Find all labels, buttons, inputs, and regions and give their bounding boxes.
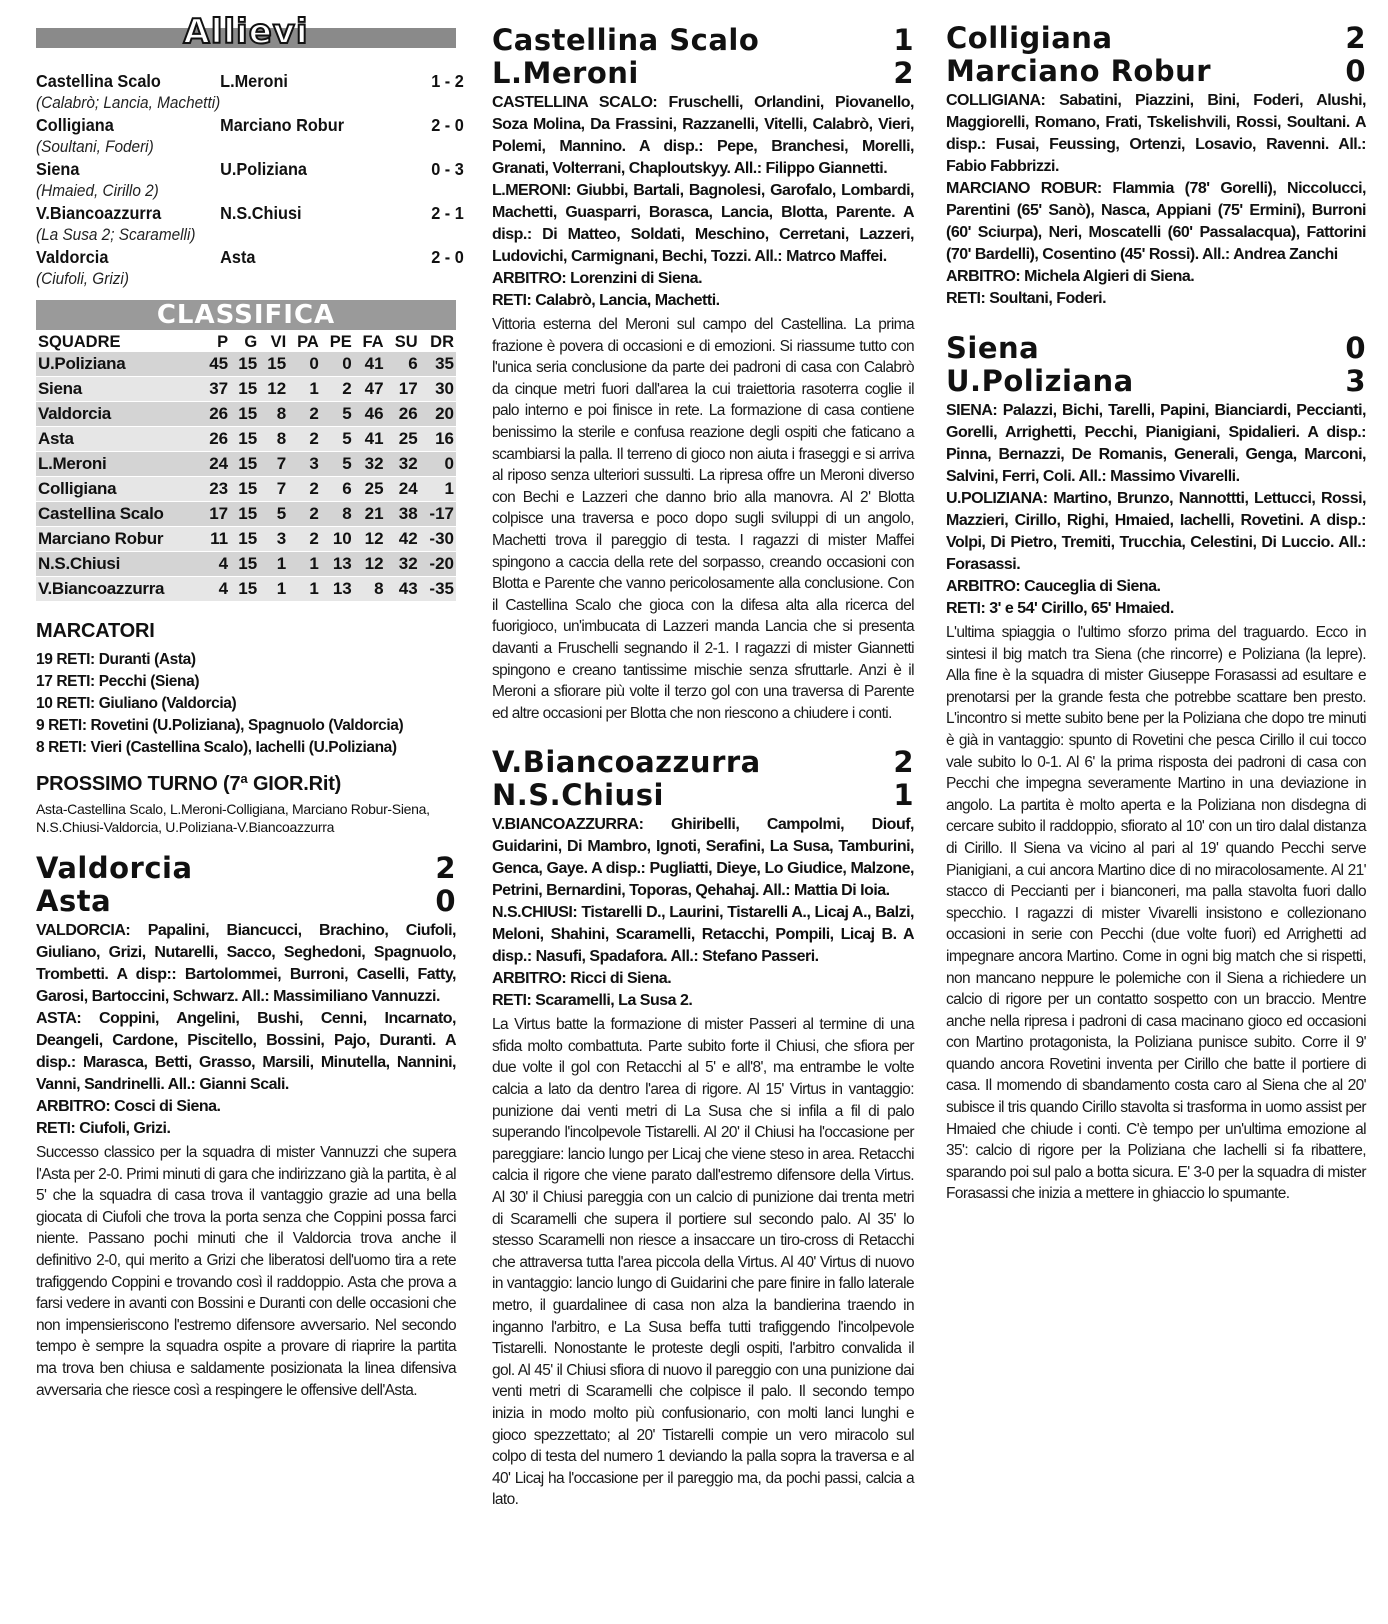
goals: RETI: Soultani, Foderi. <box>946 290 1107 307</box>
stat-fa: 12 <box>354 527 386 552</box>
stat-pe: 6 <box>321 477 354 502</box>
marcatori-line: 17 RETI: Pecchi (Siena) <box>36 673 200 690</box>
marcatori-line: 9 RETI: Rovetini (U.Poliziana), Spagnuolo (Valdorcia) <box>36 717 404 734</box>
scorers: (Soultani, Foderi) <box>36 138 154 156</box>
goals: RETI: Ciufoli, Grizi. <box>36 1120 171 1137</box>
stat-pa: 1 <box>288 377 321 402</box>
away-lineup: L.MERONI: Giubbi, Bartali, Bagnolesi, Garofalo, Lombardi, Machetti, Guasparri, Borasca, Lancia, Blotta, Parente. A disp.: Di Matteo, Soldati, Meschino, Cerretani, Lazzeri, Ludovichi, Carmignani, Bechi, Tozzi. All.: Matrco Maffei. <box>492 182 914 265</box>
stat-vi: 15 <box>259 352 288 377</box>
away-team: U.Poliziana <box>946 364 1134 398</box>
stat-pe: 0 <box>321 352 354 377</box>
stat-su: 25 <box>386 427 420 452</box>
stat-fa: 21 <box>354 502 386 527</box>
stat-g: 15 <box>230 377 259 402</box>
match-valdorcia-asta <box>36 852 456 1401</box>
referee: ARBITRO: Lorenzini di Siena. <box>492 270 703 287</box>
standings-row <box>36 377 456 402</box>
marcatori-line: 10 RETI: Giuliano (Valdorcia) <box>36 695 237 712</box>
home-team: Castellina Scalo <box>36 71 161 91</box>
home-team: Siena <box>36 159 80 179</box>
lineups <box>946 90 1366 310</box>
stat-fa: 41 <box>354 352 386 377</box>
away-score: 2 <box>893 56 914 90</box>
marcatori-line: 8 RETI: Vieri (Castellina Scalo), Iachelli (U.Poliziana) <box>36 739 397 756</box>
standings-row <box>36 402 456 427</box>
stat-su: 24 <box>386 477 420 502</box>
match-away-row <box>492 779 914 812</box>
match-report: La Virtus batte la formazione di mister Passeri al termine di una sfida molto combattuta. Parte subito forte il Chiusi, che sfiora per due volte il gol con Retacchi al 5' e all'8', ma entrambe le volte calcia a lato da dentro l'area di rigore. Al 15' Virtus in vantaggio: punizione dai venti metri di La Susa che si infila a fil di palo superando l'incolpevole Tistarelli. Al 20' il Chiusi ha l'occasione per pareggiare: lancio lungo per Licaj che viene steso in area. Retacchi calcia il rigore che viene parato dall'estremo difensore della Virtus. Al 30' il Chiusi pareggia con un calcio di punizione dai trenta metri di Scaramelli che supera il portiere sul secondo palo. Al 35' lo stesso Scaramelli non riesce a insaccare un tiro-cross di Retacchi che attraversa tutta l'area piccola della Virtus. Al 40' Virtus di nuovo in vantaggio: lancio lungo di Guidarini che pare finire in fallo laterale metro, il guardalinee di casa non alza la bandierina traendo in inganno l'arbitro, e La Susa beffa tutti trafiggendo l'incolpevole Tistarelli. Nonostante le proteste degli ospiti, l'arbitro convalida il gol. Al 45' il Chiusi sfiora di nuovo il pareggio con una punizione dai venti metri di Scaramelli che colpisce il palo. Il secondo tempo inizia in modo molto più confusionario, con molti lanci lunghi e gioco spezzettato; al 20' Tistarelli compie un vero miracolo sul colpo di testa del numero 1 deviando la palla sopra la traversa e al 40' Licaj ha l'occasione per il pareggio ma, da pochi passi, calcia a lato. <box>492 1016 914 1509</box>
marcatori-list <box>36 649 456 759</box>
stat-pa: 2 <box>288 502 321 527</box>
score: 2 - 0 <box>431 247 464 267</box>
team-name: U.Poliziana <box>36 352 201 377</box>
match-siena-poliziana <box>946 332 1366 1205</box>
lineups <box>492 814 914 1012</box>
lineups <box>946 400 1366 620</box>
score: 1 - 2 <box>431 71 464 91</box>
stat-p: 45 <box>201 352 230 377</box>
stat-vi: 8 <box>259 427 288 452</box>
stat-dr: 1 <box>420 477 456 502</box>
match-castellina-meroni <box>492 24 914 724</box>
standings-col-g: G <box>244 333 258 351</box>
stat-p: 4 <box>201 552 230 577</box>
stat-pa: 2 <box>288 477 321 502</box>
stat-pa: 1 <box>288 577 321 602</box>
score: 2 - 0 <box>431 115 464 135</box>
stat-pe: 2 <box>321 377 354 402</box>
standings-col-vi: VI <box>270 333 287 351</box>
away-lineup: MARCIANO ROBUR: Flammia (78' Gorelli), Niccolucci, Parentini (65' Sanò), Nasca, Appiani (75' Ermini), Burroni (60' Sciurpa), Neri, Moscatelli (60' Passalacqua), Fattorini (70' Bardelli), Cosentino (45' Rossi). All.: Andrea Zanchi <box>946 180 1366 263</box>
stat-vi: 7 <box>259 452 288 477</box>
stat-dr: -17 <box>420 502 456 527</box>
stat-g: 15 <box>230 577 259 602</box>
stat-g: 15 <box>230 552 259 577</box>
stat-su: 6 <box>386 352 420 377</box>
stat-g: 15 <box>230 502 259 527</box>
standings-col-pe: PE <box>329 333 352 351</box>
stat-fa: 25 <box>354 477 386 502</box>
standings-col-fa: FA <box>362 333 384 351</box>
team-name: Colligiana <box>36 477 201 502</box>
standings-table <box>36 330 456 602</box>
prossimo-turno-title: PROSSIMO TURNO (7ª GIOR.Rit) <box>36 773 342 795</box>
stat-fa: 41 <box>354 427 386 452</box>
stat-vi: 5 <box>259 502 288 527</box>
stat-pe: 5 <box>321 402 354 427</box>
team-name: Asta <box>36 427 201 452</box>
stat-su: 32 <box>386 552 420 577</box>
home-team: Colligiana <box>36 115 114 135</box>
away-score: 3 <box>1345 364 1366 398</box>
away-team: Asta <box>220 247 256 267</box>
match-report: Vittoria esterna del Meroni sul campo del Castellina. La prima frazione è povera di occasioni e di emozioni. Si riassume tutto con l'unica seria conclusione da parte dei padroni di casa con Calabrò da cinque metri fuori dall'area la cui traiettoria rasoterra coglie il palo interno e poi finisce in rete. La formazione di casa contiene benissimo la sterile e confusa reazione degli ospiti che faticano a scambiarsi la palla. Il terreno di gioco non aiuta i fraseggi e si arriva al riposo senza ulteriori sussulti. La ripresa offre un Meroni diverso con Bechi e Lazzeri che danno brio alla manovra. Al 2' Blotta colpisce una traversa e poco dopo sugli sviluppi di un angolo, Machetti trova il pareggio di testa. I ragazzi di mister Maffei spingono a caccia della rete del sorpasso, creando occasioni con Blotta e Parente che vanno pericolosamente alla conclusione. Con il Castellina Scalo che gioca con la difesa alta alla ricerca del fuorigioco, un'imbucata di Lazzeri manda Lancia che si presenta davanti a Fruschelli segnando il 2-1. I ragazzi di mister Giannetti spingono e creano tantissime mischie senza sfruttarle. Anzi è il Meroni a sfiorare più volte il terzo gol con una traversa di Parente ed altre occasioni per Blotta che non riescono a chiudere i conti. <box>492 316 914 722</box>
stat-vi: 1 <box>259 577 288 602</box>
standings-col-dr: DR <box>430 333 454 351</box>
match-home-row <box>946 332 1366 365</box>
match-home-row <box>492 746 914 779</box>
home-lineup: COLLIGIANA: Sabatini, Piazzini, Bini, Foderi, Alushi, Maggiorelli, Romano, Frati, Tskelishvili, Rossi, Soultani. A disp.: Fusai, Feussing, Ortenzi, Losavio, Ravenni. All.: Fabio Fabbrizzi. <box>946 92 1366 175</box>
match-report: Successo classico per la squadra di mister Vannuzzi che supera l'Asta per 2-0. Primi minuti di gara che indirizzano già la partita, è al 5' che la squadra di casa trova il vantaggio grazie ad una bella giocata di Ciufoli che trova la porta senza che Coppini possa farci niente. Passano pochi minuti che il Valdorcia trova anche il definitivo 2-0, qui merito a Grizi che liberatosi dell'uomo tira a rete trafiggendo Coppini e trovando così il raddoppio. Asta che prova a farsi vedere in avanti con Bossini e Duranti con delle occasioni che non impensieriscono l'estremo difensore avversario. Nel secondo tempo è sempre la squadra ospite a provare di riaprire la partita ma trova ben chiusa e saldamente posizionata la linea difensiva avversaria che riesce così a respingere le offensive dell'Asta. <box>36 1144 456 1399</box>
stat-dr: 0 <box>420 452 456 477</box>
standings-col-squadre: SQUADRE <box>38 333 121 351</box>
allievi-title: Allievi <box>183 12 309 52</box>
away-lineup: U.POLIZIANA: Martino, Brunzo, Nannottti, Lettucci, Rossi, Mazzieri, Cirillo, Righi, Hmaied, Iachelli, Rovetini. A disp.: Volpi, Di Pietro, Tremiti, Trucchia, Celestini, Di Luccio. All.: Forasassi. <box>946 490 1366 573</box>
stat-fa: 8 <box>354 577 386 602</box>
stat-pe: 10 <box>321 527 354 552</box>
stat-pe: 5 <box>321 427 354 452</box>
goals: RETI: Calabrò, Lancia, Machetti. <box>492 292 720 309</box>
away-team: N.S.Chiusi <box>492 778 664 813</box>
stat-fa: 46 <box>354 402 386 427</box>
result-item <box>36 246 464 290</box>
home-score: 2 <box>893 745 914 780</box>
home-team: Siena <box>946 331 1040 365</box>
stat-fa: 12 <box>354 552 386 577</box>
column-left <box>36 12 464 1401</box>
stat-p: 17 <box>201 502 230 527</box>
standings-row <box>36 477 456 502</box>
stat-g: 15 <box>230 452 259 477</box>
standings-col-p: P <box>217 333 229 351</box>
stat-pe: 13 <box>321 552 354 577</box>
stat-dr: -20 <box>420 552 456 577</box>
standings-row <box>36 502 456 527</box>
stat-vi: 7 <box>259 477 288 502</box>
stat-p: 26 <box>201 402 230 427</box>
away-score: 0 <box>1345 54 1366 88</box>
stat-g: 15 <box>230 527 259 552</box>
home-lineup: VALDORCIA: Papalini, Biancucci, Brachino, Ciufoli, Giuliano, Grizi, Nutarelli, Sacco, Seghedoni, Spagnuolo, Trombetti. A disp:: Bartolommei, Burroni, Caselli, Fatty, Garosi, Bartoccini, Schwarz. All.: Massimiliano Vannuzzi. <box>36 922 456 1005</box>
team-name: L.Meroni <box>36 452 201 477</box>
home-team: Valdorcia <box>36 851 193 885</box>
lineups <box>36 920 456 1140</box>
stat-pe: 13 <box>321 577 354 602</box>
away-lineup: ASTA: Coppini, Angelini, Bushi, Cenni, Incarnato, Deangeli, Cardone, Piscitello, Bossini, Pajo, Duranti. A disp.: Marasca, Betti, Grasso, Marsili, Minutella, Nannini, Vanni, Sandrinelli. All.: Gianni Scali. <box>36 1010 456 1093</box>
stat-p: 23 <box>201 477 230 502</box>
marcatori-line: 19 RETI: Duranti (Asta) <box>36 651 196 668</box>
home-team: V.Biancoazzurra <box>36 203 162 223</box>
column-middle <box>492 24 914 1511</box>
away-score: 1 <box>893 778 914 813</box>
home-team: Castellina Scalo <box>492 23 760 57</box>
stat-dr: -35 <box>420 577 456 602</box>
stat-vi: 1 <box>259 552 288 577</box>
stat-g: 15 <box>230 477 259 502</box>
match-home-row <box>36 852 456 885</box>
stat-vi: 3 <box>259 527 288 552</box>
stat-su: 17 <box>386 377 420 402</box>
stat-vi: 8 <box>259 402 288 427</box>
stat-pa: 3 <box>288 452 321 477</box>
away-team: N.S.Chiusi <box>220 203 302 223</box>
away-team: L.Meroni <box>220 71 288 91</box>
results-list <box>36 70 464 290</box>
stat-dr: 16 <box>420 427 456 452</box>
column-right <box>946 22 1366 1205</box>
stat-pe: 8 <box>321 502 354 527</box>
result-item <box>36 202 464 246</box>
away-team: Asta <box>36 884 112 918</box>
result-item <box>36 114 464 158</box>
home-score: 2 <box>435 851 456 885</box>
score: 2 - 1 <box>431 203 464 223</box>
away-team: L.Meroni <box>492 56 639 90</box>
match-biancoazzurra-chiusi <box>492 746 914 1511</box>
scorers: (Ciufoli, Grizi) <box>36 270 129 288</box>
match-home-row <box>946 22 1366 55</box>
result-item <box>36 158 464 202</box>
stat-p: 26 <box>201 427 230 452</box>
stat-su: 26 <box>386 402 420 427</box>
stat-pa: 1 <box>288 552 321 577</box>
home-team: Valdorcia <box>36 247 109 267</box>
referee: ARBITRO: Ricci di Siena. <box>492 970 672 988</box>
stat-pe: 5 <box>321 452 354 477</box>
match-report: L'ultima spiaggia o l'ultimo sforzo prima del traguardo. Ecco in sintesi il big match tra Siena (che rincorre) e Poliziana (la lepre). Alla fine è la squadra di mister Giuseppe Forasassi ad esultare e prenotarsi per la grande festa che potrebbe scattare ben presto. L'incontro si mette subito bene per la Poliziana che dopo tre minuti è già in vantaggio: spunto di Rovetini che pesca Cirillo il cui tocco vale subito lo 0-1. Al 6' la prima risposta dei padroni di casa con Pecchi che impegna severamente Martino in una deviazione in angolo. La partita è molto aperta e la Poliziana non disdegna di cercare subito il raddoppio, sfiorato al 10' con un tiro dalal distanza di Cirillo. Il Siena va vicino al pari al 19' quando Pecchi serve Pianigiani, a cui ancora Martino dice di no miracolosamente. Al 21' stacco di Peccianti per i bianconeri, ma palla stavolta fuori dallo specchio. I ragazzi di mister Vivarelli insistono e collezionano occasioni in serie con Pecchi (due volte fuori) ed Arrighetti ad impegnare ancora Martino. Come in ogni big match che si rispetti, non mancano neppure le polemiche con il Siena a richiedere un calcio di rigore per un contatto sospetto con un braccio. Mentre anche nella ripresa i padroni di casa macinano gioco ed occasioni con Martino protagonista, la Poliziana punisce subito. Corre il 9' quando ancora Rovetini inventa per Cirillo che batte il portiere di casa. Il momendo di sbandamento costa caro al Siena che al 20' subisce il tris quando Cirillo stavolta si trasforma in uomo assist per Hmaied che chiude i conti. C'è tempo per un'ultima emozione al 35': calcio di rigore per la Poliziana che Iachelli si fa ribattere, sparando poi sul palo a botta sicura. E' 3-0 per la squadra di mister Forasassi che inizia a mettere in ghiaccio lo spumante. <box>946 624 1366 1203</box>
home-lineup: V.BIANCOAZZURRA: Ghiribelli, Campolmi, Diouf, Guidarini, Di Mambro, Ignoti, Serafini, La Susa, Tamburini, Genca, Gaye. A disp.: Pugliatti, Dieye, Lo Giudice, Malzone, Petrini, Bernardini, Toporas, Qehahaj. All.: Mattia Di Ioia. <box>492 816 914 900</box>
referee: ARBITRO: Cosci di Siena. <box>36 1098 221 1115</box>
match-away-row <box>946 55 1366 88</box>
home-lineup: CASTELLINA SCALO: Fruschelli, Orlandini, Piovanello, Soza Molina, Da Frassini, Razzanelli, Vitelli, Calabrò, Vieri, Polemi, Mannino. A disp.: Pepe, Branchesi, Morelli, Granati, Volterrani, Chaploutskyy. All.: Filippo Giannetti. <box>492 94 914 177</box>
stat-su: 38 <box>386 502 420 527</box>
prossimo-turno-text: Asta-Castellina Scalo, L.Meroni-Colligiana, Marciano Robur-Siena, N.S.Chiusi-Valdorcia, U.Poliziana-V.Biancoazzurra <box>36 801 430 835</box>
home-score: 2 <box>1345 21 1366 55</box>
match-away-row <box>36 885 456 918</box>
stat-p: 4 <box>201 577 230 602</box>
stat-su: 42 <box>386 527 420 552</box>
stat-pa: 2 <box>288 427 321 452</box>
stat-vi: 12 <box>259 377 288 402</box>
away-team: U.Poliziana <box>220 159 307 179</box>
home-team: V.Biancoazzurra <box>492 745 761 780</box>
goals: RETI: 3' e 54' Cirillo, 65' Hmaied. <box>946 600 1174 617</box>
home-team: Colligiana <box>946 21 1113 55</box>
goals: RETI: Scaramelli, La Susa 2. <box>492 992 693 1010</box>
referee: ARBITRO: Michela Algieri di Siena. <box>946 268 1195 285</box>
team-name: Siena <box>36 377 201 402</box>
stat-dr: -30 <box>420 527 456 552</box>
away-team: Marciano Robur <box>220 115 345 135</box>
stat-su: 43 <box>386 577 420 602</box>
marcatori-title: MARCATORI <box>36 620 155 642</box>
away-team: Marciano Robur <box>946 54 1212 88</box>
standings-header <box>36 330 456 352</box>
standings-row <box>36 452 456 477</box>
classifica-banner: CLASSIFICA <box>36 300 456 330</box>
standings-row <box>36 427 456 452</box>
scorers: (La Susa 2; Scaramelli) <box>36 226 196 244</box>
standings-row <box>36 352 456 377</box>
stat-g: 15 <box>230 352 259 377</box>
standings-body <box>36 352 456 602</box>
scorers: (Calabrò; Lancia, Machetti) <box>36 94 221 112</box>
stat-pa: 2 <box>288 402 321 427</box>
away-score: 0 <box>435 884 456 918</box>
stat-dr: 20 <box>420 402 456 427</box>
team-name: Marciano Robur <box>36 527 201 552</box>
stat-su: 32 <box>386 452 420 477</box>
stat-dr: 30 <box>420 377 456 402</box>
standings-row <box>36 552 456 577</box>
standings-row <box>36 527 456 552</box>
match-away-row <box>946 365 1366 398</box>
stat-dr: 35 <box>420 352 456 377</box>
standings-col-pa: PA <box>297 333 319 351</box>
standings-row <box>36 577 456 602</box>
lineups <box>492 92 914 312</box>
standings-col-su: SU <box>394 333 418 351</box>
team-name: N.S.Chiusi <box>36 552 201 577</box>
match-home-row <box>492 24 914 57</box>
scorers: (Hmaied, Cirillo 2) <box>36 182 159 200</box>
team-name: Valdorcia <box>36 402 201 427</box>
home-lineup: SIENA: Palazzi, Bichi, Tarelli, Papini, Bianciardi, Peccianti, Gorelli, Arrighetti, Pecchi, Pianigiani, Spidalieri. A disp.: Pinna, Bernazzi, De Romanis, Generali, Genga, Marconi, Salvini, Ferri, Coli. All.: Massimo Vivarelli. <box>946 402 1366 485</box>
stat-p: 11 <box>201 527 230 552</box>
stat-g: 15 <box>230 402 259 427</box>
stat-p: 37 <box>201 377 230 402</box>
away-lineup: N.S.CHIUSI: Tistarelli D., Laurini, Tistarelli A., Licaj A., Balzi, Meloni, Shahini, Scaramelli, Retacchi, Pompili, Licaj B. A disp.: Nasufi, Spadafora. All.: Stefano Passeri. <box>492 904 914 966</box>
home-score: 1 <box>893 23 914 57</box>
stat-pa: 0 <box>288 352 321 377</box>
stat-pa: 2 <box>288 527 321 552</box>
stat-fa: 47 <box>354 377 386 402</box>
stat-p: 24 <box>201 452 230 477</box>
result-item <box>36 70 464 114</box>
referee: ARBITRO: Cauceglia di Siena. <box>946 578 1161 595</box>
match-away-row <box>492 57 914 90</box>
allievi-banner <box>36 12 456 52</box>
team-name: Castellina Scalo <box>36 502 201 527</box>
match-colligiana-marciano <box>946 22 1366 310</box>
home-score: 0 <box>1345 331 1366 365</box>
stat-g: 15 <box>230 427 259 452</box>
stat-fa: 32 <box>354 452 386 477</box>
score: 0 - 3 <box>431 159 464 179</box>
team-name: V.Biancoazzurra <box>36 577 201 602</box>
